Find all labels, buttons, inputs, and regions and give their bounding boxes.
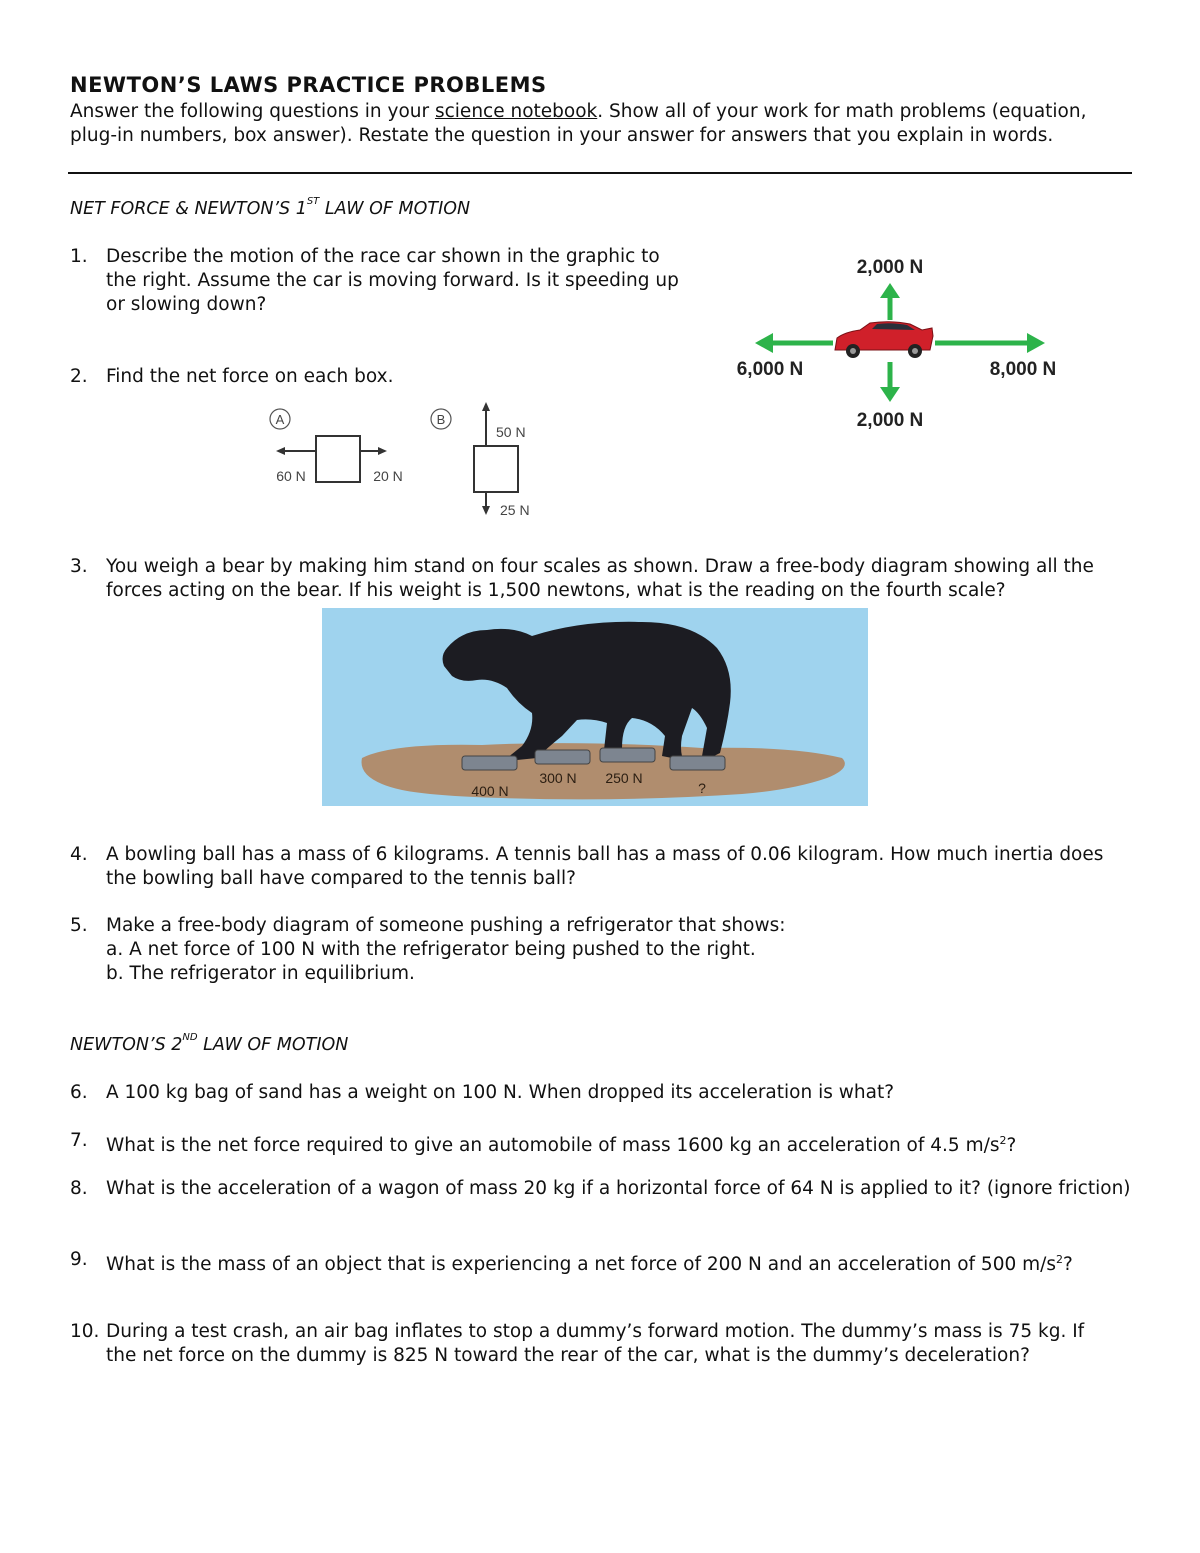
question-5-line-3: b. The refrigerator in equilibrium. xyxy=(106,963,415,984)
question-text xyxy=(106,1129,1131,1158)
question-number: 4. xyxy=(70,844,88,865)
instructions xyxy=(70,100,1130,148)
question-number: 8. xyxy=(70,1178,88,1199)
race-car-icon xyxy=(835,322,933,358)
scale-1 xyxy=(462,756,517,770)
scale-4 xyxy=(670,756,725,770)
box-a xyxy=(316,436,360,482)
question-number: 2. xyxy=(70,366,88,387)
scale-3 xyxy=(600,748,655,762)
instructions-link: science notebook xyxy=(434,101,598,122)
section-second-prefix: NEWTON’S 2 xyxy=(70,1035,183,1055)
question-text: A bowling ball has a mass of 6 kilograms. A tennis ball has a mass of 0.06 kilogram. How much inertia does the bowling ball have compared to the tennis ball? xyxy=(106,844,1104,889)
scale-4-reading: ? xyxy=(698,780,706,796)
arrow-head-down xyxy=(880,387,900,402)
question-number: 5. xyxy=(70,915,88,936)
car-force-diagram xyxy=(725,250,1070,435)
box-b-label: B xyxy=(436,412,446,427)
bear-scales-diagram xyxy=(322,608,868,806)
box-b-down-force: 25 N xyxy=(500,502,530,518)
question-text: Describe the motion of the race car shown in the graphic to the right. Assume the car is moving forward. Is it speeding up or slowing down? xyxy=(106,246,679,315)
question-text xyxy=(106,914,1131,986)
question-9-sup: 2 xyxy=(1056,1253,1064,1266)
arrow-head-up xyxy=(880,283,900,298)
question-7-post: ? xyxy=(1006,1135,1017,1157)
question-5-line-1: Make a free-body diagram of someone pushing a refrigerator that shows: xyxy=(106,915,786,936)
force-label-down: 2,000 N xyxy=(856,410,924,431)
force-label-up: 2,000 N xyxy=(856,257,924,278)
question-9-post: ? xyxy=(1063,1254,1073,1276)
arrow-head-left xyxy=(755,333,773,353)
question-number: 1. xyxy=(70,246,88,267)
section-heading-second-law xyxy=(70,1032,349,1055)
question-5-line-2: a. A net force of 100 N with the refrigerator being pushed to the right. xyxy=(106,939,756,960)
section-heading-first-law xyxy=(70,196,471,219)
box-a-left-force: 60 N xyxy=(276,468,306,484)
scale-1-reading: 400 N xyxy=(471,783,509,799)
section-second-sup: ND xyxy=(182,1032,198,1044)
section-first-prefix: NET FORCE & NEWTON’S 1 xyxy=(70,199,307,219)
question-9-pre: What is the mass of an object that is experiencing a net force of 200 N and an acceleration of 500 m/s xyxy=(106,1254,1057,1276)
box-a-right-force: 20 N xyxy=(373,468,403,484)
scale-2-reading: 300 N xyxy=(539,770,577,786)
instructions-pre: Answer the following questions in your xyxy=(70,101,435,122)
box-b-up-force: 50 N xyxy=(496,424,526,440)
header-divider xyxy=(68,172,1132,174)
force-label-left: 6,000 N xyxy=(736,359,804,380)
section-second-suffix: LAW OF MOTION xyxy=(197,1035,349,1055)
question-text xyxy=(106,1248,1106,1277)
question-number: 9. xyxy=(70,1249,88,1270)
question-text: What is the acceleration of a wagon of mass 20 kg if a horizontal force of 64 N is applied to it? (ignore friction) xyxy=(106,1178,1131,1199)
question-7-pre: What is the net force required to give an automobile of mass 1600 kg an acceleration of 4.5 m/s xyxy=(106,1135,1000,1157)
question-text: Find the net force on each box. xyxy=(106,366,394,387)
section-first-sup: ST xyxy=(306,196,320,208)
question-7-sup: 2 xyxy=(999,1134,1007,1147)
question-text: During a test crash, an air bag inflates to stop a dummy’s forward motion. The dummy’s mass is 75 kg. If the net force on the dummy is 825 N toward the rear of the car, what is the dummy’s deceleration? xyxy=(106,1321,1085,1366)
scale-2 xyxy=(535,750,590,764)
question-number: 3. xyxy=(70,556,88,577)
box-a-label: A xyxy=(275,412,285,427)
question-text: You weigh a bear by making him stand on four scales as shown. Draw a free-body diagram showing all the forces acting on the bear. If his weight is 1,500 newtons, what is the reading on the fourth scale? xyxy=(106,556,1094,601)
arrow-head-right xyxy=(1027,333,1045,353)
question-text: A 100 kg bag of sand has a weight on 100 N. When dropped its acceleration is what? xyxy=(106,1082,895,1103)
box-b xyxy=(474,446,518,492)
question-number: 7. xyxy=(70,1130,88,1151)
boxes-force-diagram xyxy=(258,398,558,528)
force-label-right: 8,000 N xyxy=(989,359,1057,380)
section-first-suffix: LAW OF MOTION xyxy=(319,199,471,219)
instructions-post: . Show all of your work for math problems (equation, plug-in numbers, box answer). Restate the question in your answer for answers that you explain in words. xyxy=(70,101,1087,146)
question-number: 6. xyxy=(70,1082,88,1103)
page-title: NEWTON’S LAWS PRACTICE PROBLEMS xyxy=(70,73,547,97)
scale-3-reading: 250 N xyxy=(605,770,643,786)
question-number: 10. xyxy=(70,1321,100,1342)
